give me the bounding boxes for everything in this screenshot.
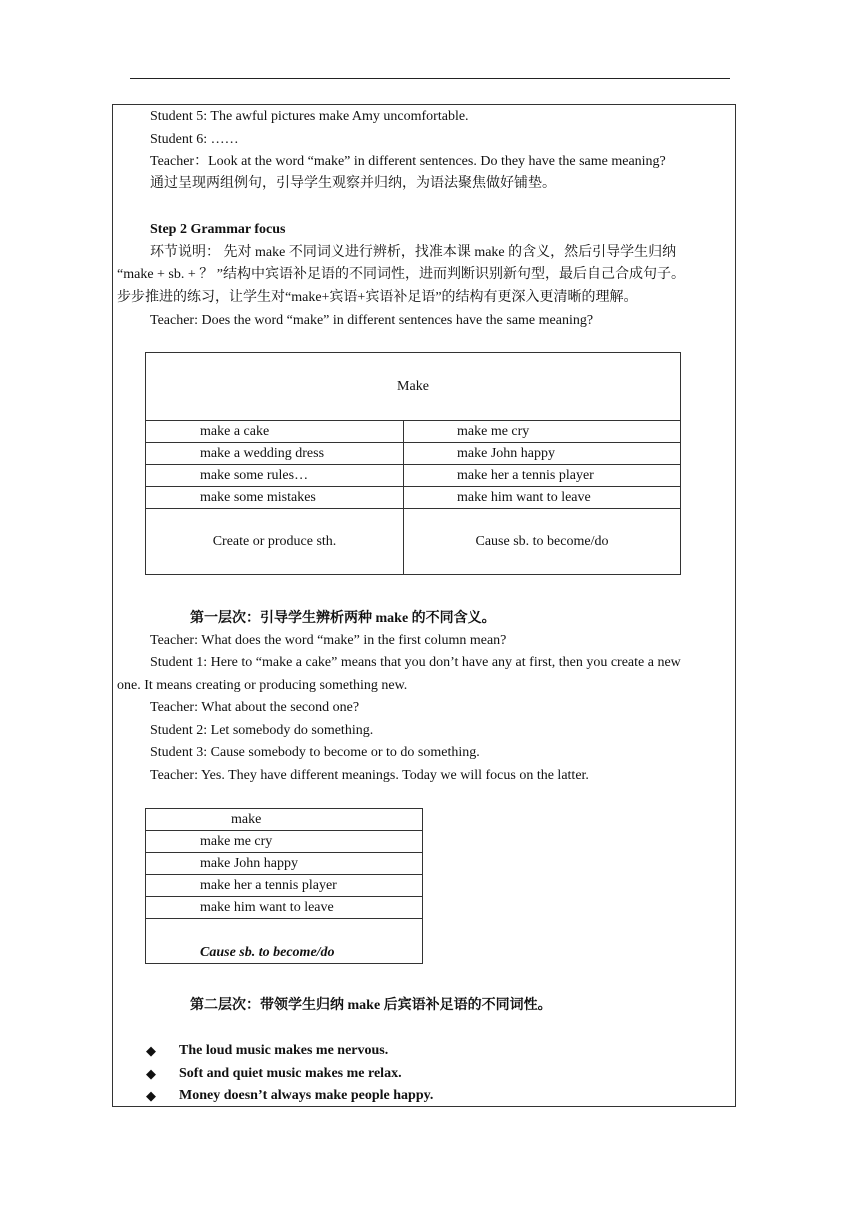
table-cell: make me cry xyxy=(146,831,423,853)
bullet-diamond-icon: ◆ xyxy=(146,1043,156,1058)
level1-line: Teacher: Yes. They have different meanings. Today we will focus on the latter. xyxy=(150,768,589,783)
dialogue-line: Student 6: …… xyxy=(150,132,239,147)
bullet-sentence: The loud music makes me nervous. xyxy=(179,1043,389,1058)
table-cell: make a wedding dress xyxy=(146,443,404,465)
table-cell: make John happy xyxy=(404,443,681,465)
table-cell: make some rules… xyxy=(146,465,404,487)
level1-line: Student 1: Here to “make a cake” means that you don’t have any at first, then you create a new xyxy=(150,655,681,670)
step2-description: 环节说明： 先对 make 不同词义进行辨析，找准本课 make 的含义，然后引导学生归纳 xyxy=(150,245,677,260)
table-header: Make xyxy=(146,353,681,421)
table-cell: make some mistakes xyxy=(146,487,404,509)
level1-heading: 第一层次：引导学生辨析两种 make 的不同含义。 xyxy=(190,611,496,626)
step2-heading: Step 2 Grammar focus xyxy=(150,222,286,237)
bullet-sentence: Soft and quiet music makes me relax. xyxy=(179,1066,402,1081)
level1-line: Student 3: Cause somebody to become or to do something. xyxy=(150,745,480,760)
table-cell: make John happy xyxy=(146,853,423,875)
level1-line: one. It means creating or producing something new. xyxy=(117,678,408,693)
table-footer-cell: Create or produce sth. xyxy=(146,509,404,575)
bullet-diamond-icon: ◆ xyxy=(146,1066,156,1081)
header-rule xyxy=(130,78,730,79)
cause-make-table xyxy=(145,808,423,964)
dialogue-line: 通过呈现两组例句，引导学生观察并归纳，为语法聚焦做好铺垫。 xyxy=(150,176,556,191)
level1-line: Teacher: What does the word “make” in the first column mean? xyxy=(150,633,507,648)
table-row xyxy=(146,421,681,443)
table-row xyxy=(146,487,681,509)
table-header: make xyxy=(146,809,423,831)
table-cell: make her a tennis player xyxy=(146,875,423,897)
table-footer-cell: Cause sb. to become/do xyxy=(146,919,423,964)
level1-line: Teacher: What about the second one? xyxy=(150,700,360,715)
table-row xyxy=(146,465,681,487)
table-row xyxy=(146,443,681,465)
table-cell: make me cry xyxy=(404,421,681,443)
step2-description: 步步推进的练习，让学生对“make+宾语+宾语补足语”的结构有更深入更清晰的理解。 xyxy=(117,290,638,305)
table-footer-cell: Cause sb. to become/do xyxy=(404,509,681,575)
bullet-sentence: Money doesn’t always make people happy. xyxy=(179,1088,434,1103)
make-meanings-table xyxy=(145,352,681,575)
dialogue-line: Student 5: The awful pictures make Amy uncomfortable. xyxy=(150,109,469,124)
bullet-diamond-icon: ◆ xyxy=(146,1088,156,1103)
step2-question: Teacher: Does the word “make” in different sentences have the same meaning? xyxy=(150,313,594,328)
level2-heading: 第二层次：带领学生归纳 make 后宾语补足语的不同词性。 xyxy=(190,998,552,1013)
table-cell: make him want to leave xyxy=(146,897,423,919)
dialogue-line: Teacher：Look at the word “make” in different sentences. Do they have the same meaning? xyxy=(150,154,666,169)
level1-line: Student 2: Let somebody do something. xyxy=(150,723,374,738)
table-cell: make her a tennis player xyxy=(404,465,681,487)
step2-description: “make + sb. + ？ ”结构中宾语补足语的不同词性，进而判断识别新句型，最后自己合成句子。 xyxy=(117,267,685,282)
table-cell: make him want to leave xyxy=(404,487,681,509)
table-cell: make a cake xyxy=(146,421,404,443)
